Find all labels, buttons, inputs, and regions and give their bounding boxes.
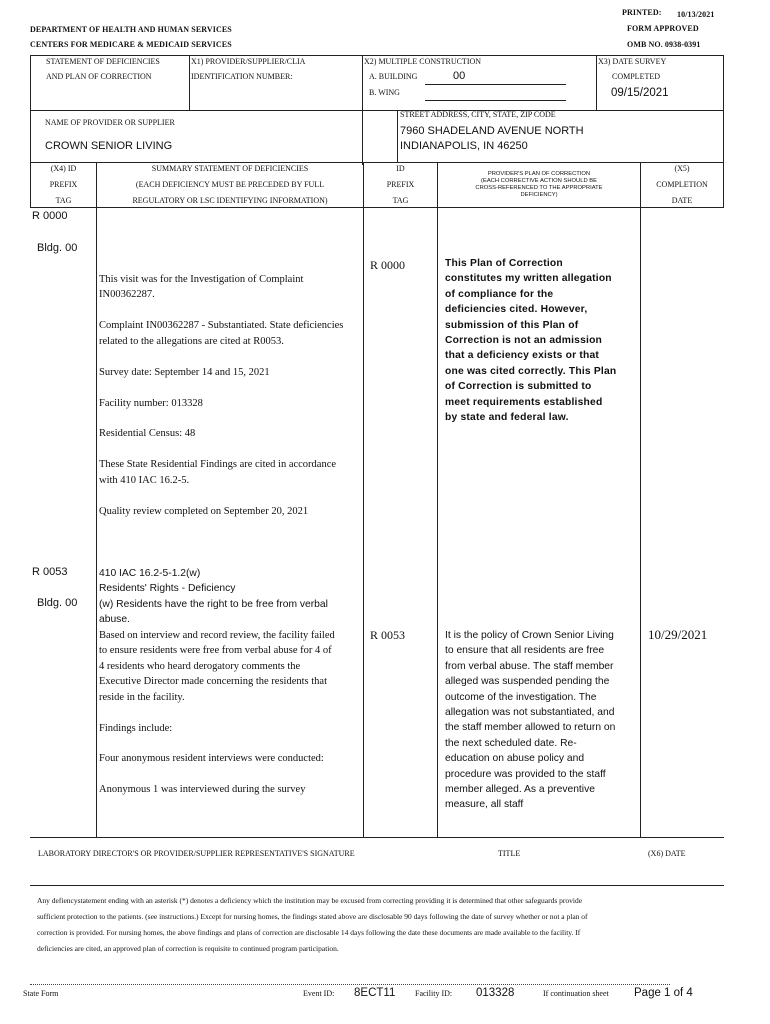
r0000-para-1: This visit was for the Investigation of Complaint IN00362287. (99, 274, 304, 301)
r0000-plan-of-correction: This Plan of Correction constitutes my written allegation of compliance for the deficiencies cited. However, submission of this Plan of Correction is not an admission that a deficiency exists or that one was cited correctly. This Plan of Correction is submitted to meet requirements established by state and federal law. (445, 258, 617, 424)
col-summary-1: SUMMARY STATEMENT OF DEFICIENCIES (151, 164, 309, 173)
x3-label-1: X3) DATE SURVEY (598, 57, 667, 66)
wing-label: B. WING (369, 88, 400, 97)
event-id-value: 8ECT11 (354, 987, 396, 999)
r0053-reg-3: (w) Residents have the right to be free from verbal abuse. (99, 598, 328, 626)
x1-label-1: X1) PROVIDER/SUPPLIER/CLIA (191, 57, 306, 66)
omb-number: OMB NO. 0938-0391 (627, 40, 701, 49)
building-value: 00 (453, 70, 466, 82)
col-x5-3: DATE (671, 196, 693, 205)
r0053-reg-2: Residents' Rights - Deficiency (99, 583, 236, 595)
r0000-para-7: Quality review completed on September 20, 2021 (99, 505, 309, 517)
r0053-para-3: Four anonymous resident interviews were conducted: (99, 753, 324, 765)
r0053-para-2: Findings include: (99, 722, 173, 734)
col-x5-2: COMPLETION (656, 180, 708, 189)
facility-id-value: 013328 (476, 987, 515, 999)
r0000-para-2: Complaint IN00362287 - Substantiated. State deficiencies related to the allegations are cited at R0053. (99, 320, 344, 347)
form-approved: FORM APPROVED (627, 24, 699, 33)
r0000-bldg: Bldg. 00 (37, 242, 78, 254)
col-summary-2: (EACH DEFICIENCY MUST BE PRECEDED BY FULL (135, 180, 325, 189)
x3-label-2: COMPLETED (612, 72, 660, 81)
provider-name: CROWN SENIOR LIVING (45, 140, 173, 152)
title-label: TITLE (498, 849, 521, 858)
facility-id-label: Facility ID: (415, 989, 453, 998)
disclaimer-text: Any defiencystatement ending with an asterisk (*) denotes a deficiency which the institution may be excused from correcting providing it is determined that other safeguards provide sufficient protection to the patients. (see instructions.) Except for nursing homes, the findings stated above are disclosable 90 days following the date of survey whether or not a plan of correction is provided. For nursing homes, the above findings and plans of correction are disclosable 14 days following the date these documents are made available to the facility. If deficiencies are cited, an approved plan of correction is requisite to continued program participation. (37, 896, 588, 953)
r0000-tag: R 0000 (32, 210, 68, 222)
statement-label-1: STATEMENT OF DEFICIENCIES (46, 57, 160, 66)
col-poc-2: (EACH CORRECTIVE ACTION SHOULD BE (481, 178, 597, 184)
r0053-summary (99, 628, 339, 813)
printed-date: 10/13/2021 (677, 10, 715, 19)
department-name: DEPARTMENT OF HEALTH AND HUMAN SERVICES (30, 25, 232, 34)
col-summary-3: REGULATORY OR LSC IDENTIFYING INFORMATION) (132, 196, 328, 205)
continuation-label: If continuation sheet (543, 989, 609, 998)
printed-label: PRINTED: (622, 8, 662, 17)
building-label: A. BUILDING (369, 72, 418, 81)
col-id-3: TAG (392, 196, 409, 205)
col-poc-3: CROSS-REFERENCED TO THE APPROPRIATE (475, 185, 603, 191)
col-x5-1: (X5) (674, 164, 690, 173)
x1-label-2: IDENTIFICATION NUMBER: (191, 72, 293, 81)
signature-label: LABORATORY DIRECTOR'S OR PROVIDER/SUPPLIER REPRESENTATIVE'S SIGNATURE (38, 849, 355, 858)
r0053-para-1: Based on interview and record review, the facility failed to ensure residents were free from verbal abuse for 4 of 4 residents who heard derogatory comments the Executive Director made concerning the residents that reside in the facility. (99, 630, 335, 703)
r0053-tag: R 0053 (32, 566, 68, 578)
page-number: Page 1 of 4 (634, 987, 693, 999)
col-x4-1: (X4) ID (50, 164, 77, 173)
r0000-para-5: Residential Census: 48 (99, 428, 196, 440)
address-label: STREET ADDRESS, CITY, STATE, ZIP CODE (400, 110, 556, 119)
r0053-reg-1: 410 IAC 16.2-5-1.2(w) (99, 568, 201, 579)
x6-date-label: (X6) DATE (648, 849, 686, 858)
statement-label-2: AND PLAN OF CORRECTION (46, 72, 152, 81)
col-x4-3: TAG (55, 196, 72, 205)
address-line-2: INDIANAPOLIS, IN 46250 (400, 140, 528, 152)
centers-name: CENTERS FOR MEDICARE & MEDICAID SERVICES (30, 40, 232, 49)
x2-label: X2) MULTIPLE CONSTRUCTION (364, 57, 482, 66)
col-poc-1: PROVIDER'S PLAN OF CORRECTION (487, 171, 591, 177)
col-x4-2: PREFIX (49, 180, 78, 189)
r0053-bldg: Bldg. 00 (37, 597, 78, 609)
address-line-1: 7960 SHADELAND AVENUE NORTH (400, 125, 584, 137)
r0053-completion-date: 10/29/2021 (648, 627, 708, 642)
r0000-summary (99, 272, 344, 535)
r0000-para-3: Survey date: September 14 and 15, 2021 (99, 366, 270, 378)
event-id-label: Event ID: (303, 989, 335, 998)
r0053-plan-of-correction: It is the policy of Crown Senior Living to ensure that all residents are free from verbal abuse. The staff member alleged was suspended pending the outcome of the investigation. The allegation was not substantiated, and the staff member allowed to return on the next scheduled date. Re-education on abuse policy and procedure was provided to the staff member alleged. As a preventive measure, all staff (445, 630, 616, 811)
r0000-para-6: These State Residential Findings are cited in accordance with 410 IAC 16.2-5. (99, 459, 337, 486)
r0053-regulation (99, 566, 339, 628)
col-id-2: PREFIX (386, 180, 415, 189)
r0053-id: R 0053 (370, 628, 406, 642)
state-form-label: State Form (23, 989, 59, 998)
col-poc-4: DEFICIENCY) (520, 192, 558, 198)
r0000-id: R 0000 (370, 258, 406, 272)
survey-date: 09/15/2021 (611, 87, 669, 99)
col-id-1: ID (396, 164, 405, 173)
r0053-para-4: Anonymous 1 was interviewed during the survey (99, 784, 306, 796)
r0000-para-4: Facility number: 013328 (99, 397, 203, 409)
provider-name-label: NAME OF PROVIDER OR SUPPLIER (45, 118, 175, 127)
